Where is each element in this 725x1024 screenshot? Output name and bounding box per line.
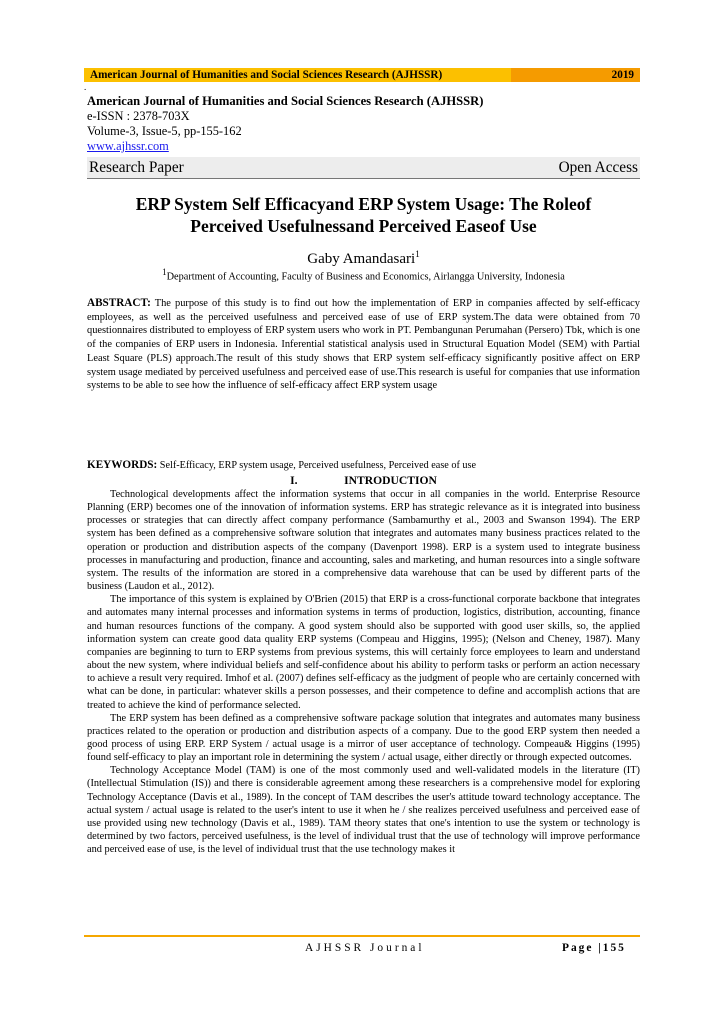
section-number: I.: [290, 474, 298, 487]
section-heading: [87, 474, 640, 487]
paragraph: The importance of this system is explained by O'Brien (2015) that ERP is a cross-functional corporate backbone that integrates and automates many internal processes and information systems in terms of production, logistics, distribution, accounting, finance and human resources functions of the company. A good system should also be supported with good user skills, so, the applied information system can create good data quality ERP systems (Compeau and Higgins, 1995); (Nelson and Cheney, 1987). Many companies are beginning to turn to ERP systems from previous systems, this will certainly force employees to learn and understand about the new system, where individual beliefs and self-confidence about his ability to perform tasks or perform an action necessary to achieve a result very required. Imhof et al. (2007) defines self-efficacy as the judgment of people who are certainly concerned with what can be done, in particular: whatever skills a person possesses, and their competence to define and accomplish actions that are treated to achieve the kind of performance selected.: [87, 594, 640, 711]
paper-type: Research Paper: [89, 158, 184, 176]
paragraph: The ERP system has been defined as a comprehensive software package solution that integrates and automates many business practices related to the operation or production and distribution aspects of a company. Due to the good ERP system then needed a good process of using ERP. ERP System / actual usage is a mirror of user acceptance of technology. Compeau& Higgins (1995) found self-efficacy to play an important role in determining the system / actual usage, either directly or through expected outcomes.: [87, 712, 640, 764]
abstract-label: ABSTRACT:: [87, 297, 151, 309]
paper-title-line-1: ERP System Self Efficacyand ERP System Usage: The Roleof: [135, 194, 592, 214]
paper-title: [87, 193, 640, 237]
abstract-text: The purpose of this study is to find out how the implementation of ERP in companies affected by self-efficacy employees, as well as the perceived usefulness and perceived ease of use of ERP system.The data were obtained from 70 questionnaires distributed to employess of ERP system users who work in PT. Pembangunan Perumahan (Persero) Tbk, which is one of the companies of ERP users in Indonesia. Inferential statistical analysis used in Structural Equation Model (SEM) with Partial Least Square (PLS) approach.The result of this study shows that ERP system self-efficacy significantly positive affect on ERP system usage mediated by perceived usefulness and perceived ease of use.This research is useful for companies that use information systems to be able to see how the influence of self-efficacy affect ERP system usage: [87, 298, 640, 392]
paragraph: Technology Acceptance Model (TAM) is one of the most commonly used and well-validated models in the literature (IT) (Intellectual Stimulation (IS)) and there is considerable agreement among these researchers is a comprehensive model for exploring Technology Acceptance (Davis et al., 1989). In the concept of TAM describes the user's attitude toward technology acceptance. The actual system / actual usage is related to the user's intent to use it when he / she realizes perceived usefulness and perceived ease of use provided using new technology (Davis et al., 1989). TAM theory states that one's intention to use the system or technology is determined by two factors, perceived usefulness, is the level of individual trust that the use of technology will improve performance and perceived ease of use, is the level of individual trust that the use technology makes it: [87, 765, 640, 856]
affiliation-text: Department of Accounting, Faculty of Business and Economics, Airlangga University, Indonesia: [166, 271, 565, 283]
journal-title: American Journal of Humanities and Social Sciences Research (AJHSSR): [87, 94, 484, 108]
running-header-year: 2019: [511, 68, 640, 82]
keywords-text: Self-Efficacy, ERP system usage, Perceived usefulness, Perceived ease of use: [157, 460, 476, 471]
running-header: [84, 68, 640, 82]
keywords-label: KEYWORDS:: [87, 459, 158, 471]
affiliation: [87, 267, 640, 282]
paragraph: Technological developments affect the information systems that occur in all companies in the world. Enterprise Resource Planning (ERP) becomes one of the innovation of information systems. ERP has strategic relevance as it is integrated into business processes or strategies that can directly affect company performance (Sambamurthy et al., 2003 and Swanson 1994). The ERP system has been defined as a comprehensive software solution that integrates and automates many business practices related to the operation or production and distribution aspects of the company (Davenport 1998). ERP is a system used to integrate business processes in manufacturing and production, finance and accounting, sales and marketing, and human resources into a single software system. The results of the information are stored in a comprehensive data warehouse that can be used by different parts of the business (Laudon et al., 2012).: [87, 489, 640, 593]
access-label: Open Access: [558, 158, 638, 176]
section-title: INTRODUCTION: [344, 474, 437, 487]
body-text: [87, 488, 640, 856]
journal-issn: e-ISSN : 2378-703X: [87, 109, 190, 123]
abstract: [87, 297, 640, 393]
footer-rule: [84, 935, 640, 937]
journal-url-link[interactable]: www.ajhssr.com: [87, 139, 169, 153]
keywords: [87, 459, 640, 471]
paper-title-line-2: Perceived Usefulnessand Perceived Easeof Use: [190, 216, 537, 236]
footer-journal: AJHSSR Journal: [305, 942, 425, 954]
author-superscript: 1: [415, 249, 420, 259]
affiliation-superscript: 1: [162, 267, 167, 277]
footer-page-number: Page |155: [562, 942, 626, 954]
author: [87, 249, 640, 268]
paper-type-bar: [87, 157, 640, 179]
journal-volume: Volume-3, Issue-5, pp-155-162: [87, 124, 242, 138]
journal-info: [87, 94, 483, 154]
header-dot: .: [84, 82, 87, 92]
running-header-journal: American Journal of Humanities and Social Sciences Research (AJHSSR): [84, 68, 511, 82]
author-name: Gaby Amandasari: [307, 251, 416, 267]
